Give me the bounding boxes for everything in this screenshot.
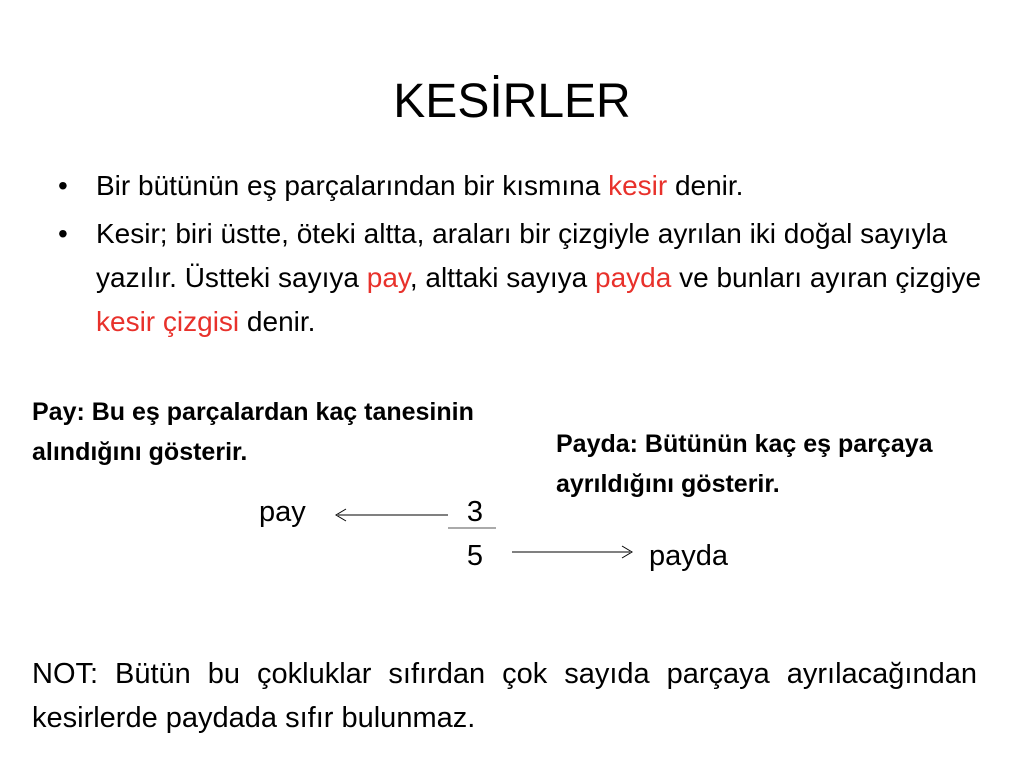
- term-payda: payda: [595, 262, 672, 293]
- term-kesir-cizgisi: kesir çizgisi: [96, 306, 240, 337]
- bullet-1-end: denir.: [667, 170, 744, 201]
- bullet-2-end: denir.: [239, 306, 316, 337]
- payda-description: Payda: Bütünün kaç eş parçaya ayrıldığını gösterir.: [556, 430, 933, 498]
- bullet-icon: •: [58, 170, 68, 201]
- slide-title: KESİRLER: [393, 75, 631, 128]
- bullet-2-text: Kesir; biri üstte, öteki altta, araları bir çizgiyle ayrılan iki doğal sayıyla yazılır. Üstteki sayıya: [96, 218, 948, 293]
- bullet-icon: •: [58, 218, 68, 249]
- bullet-2-mid2: ve bunları ayıran çizgiye: [671, 262, 982, 293]
- bullet-1-text: Bir bütünün eş parçalarından bir kısmına: [96, 170, 609, 201]
- term-pay: pay: [366, 262, 410, 293]
- note-text: NOT: Bütün bu çokluklar sıfırdan çok sayıda parçaya ayrılacağından kesirlerde paydada sıfır bulunmaz.: [32, 658, 977, 734]
- pay-description: Pay: Bu eş parçalardan kaç tanesinin alındığını gösterir.: [32, 398, 474, 466]
- fraction-numerator: 3: [466, 496, 484, 528]
- fraction-denominator: 5: [466, 540, 484, 572]
- pay-label: pay: [259, 496, 306, 528]
- term-kesir: kesir: [608, 170, 668, 201]
- bullet-2-mid1: , alttaki sayıya: [409, 262, 596, 293]
- payda-label: payda: [649, 540, 729, 572]
